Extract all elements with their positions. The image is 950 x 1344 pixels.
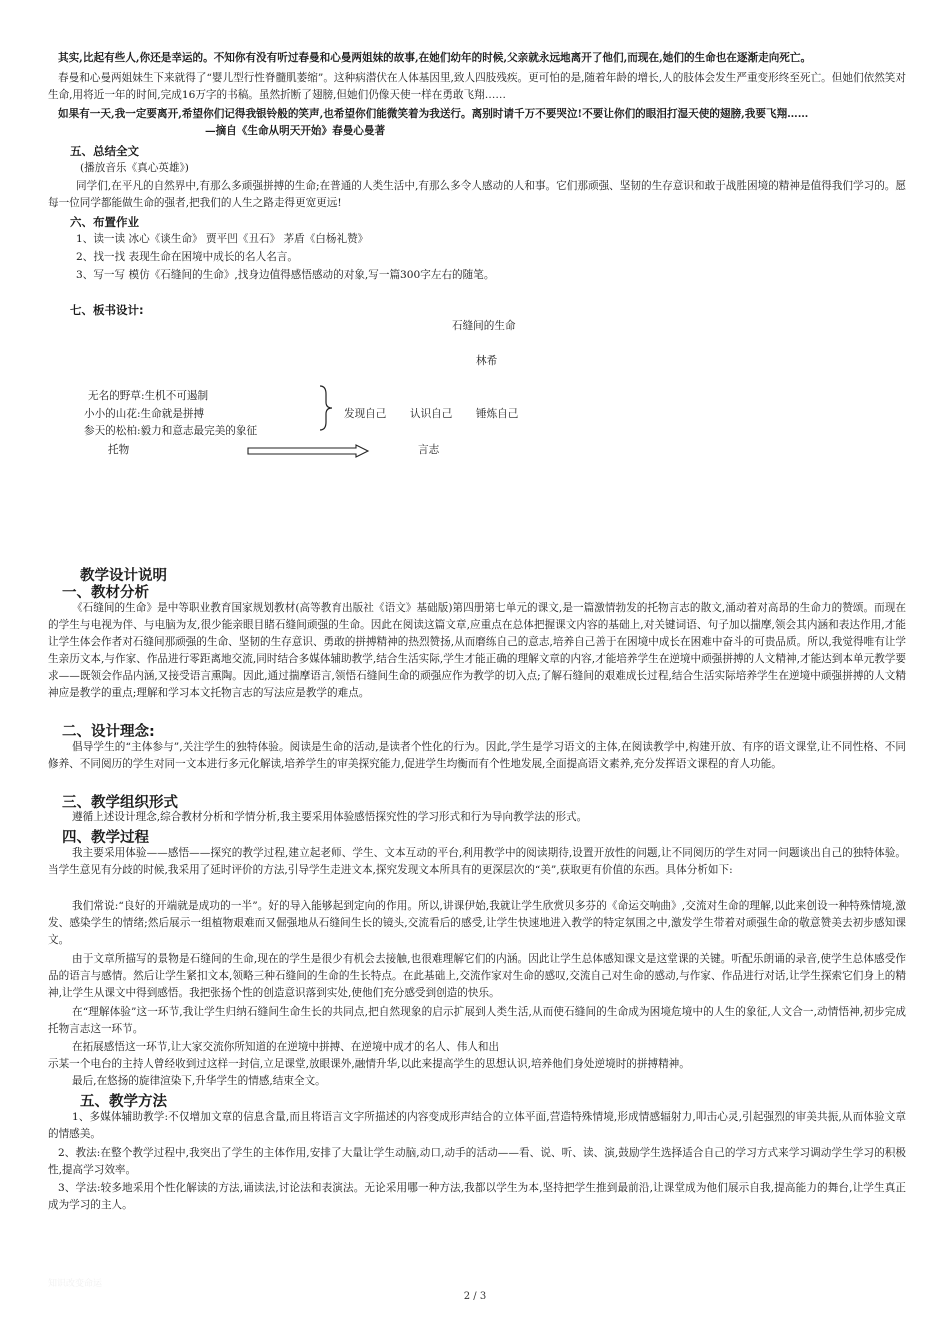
section-text-line: 示某一个电台的主持人曾经收到过这样一封信,立足课堂,放眼课外,融情升华,以此来提高学生的思想认识,培养他们身处逆境时的拼搏精神。 [48, 1058, 690, 1070]
story-paragraph-2: 春曼和心曼两姐妹生下来就得了“婴儿型行性脊髓肌萎缩”。这种病潜伏在人体基因里,致人四肢残疾。更可怕的是,随着年龄的增长,人的肢体会发生严重变形终至死亡。但她们依然笑对生命,用将近一年的时间,完成16万字的书稿。虽然折断了翅膀,但她们仍像天使一样在勇敢飞翔…… [48, 72, 906, 101]
page-number: 2 / 3 [463, 1291, 487, 1302]
board-left-bottom: 托物 [108, 444, 130, 456]
summary-heading: 五、总结全文 [70, 144, 139, 158]
brace-icon [316, 384, 336, 432]
section-heading: 一、教材分析 [62, 585, 149, 601]
section-heading: 五、教学方法 [80, 1094, 167, 1110]
board-author: 林希 [476, 355, 498, 367]
summary-music: (播放音乐《真心英雄》) [80, 162, 189, 174]
board-right-item: 认识自己 [410, 408, 453, 420]
section-heading: 四、教学过程 [62, 830, 149, 846]
section-text: 1、多媒体辅助教学:不仅增加文章的信息含量,而且将语言文字所描述的内容变成形声结合的立体平面,营造特殊情境,形成情感辐射力,叩击心灵,引起强烈的审美共振,从而体验文章的情感美。 [48, 1111, 906, 1140]
section-text-line: 最后,在悠扬的旋律渲染下,升华学生的情感,结束全文。 [72, 1075, 326, 1087]
arrow-icon [246, 444, 372, 458]
board-row: 参天的松柏:毅力和意志最完美的象征 [84, 425, 258, 437]
section-heading: 三、教学组织形式 [62, 795, 178, 811]
board-row: 小小的山花:生命就是拼搏 [84, 408, 205, 420]
story-paragraph-3: 如果有一天,我一定要离开,希望你们记得我银铃般的笑声,也希望你们能微笑着为我送行。离别时请千万不要哭泣!不要让你们的眼泪打湿天使的翅膀,我要飞翔…… [58, 108, 809, 120]
section-text: 3、学法:较多地采用个性化解读的方法,诵读法,讨论法和表演法。无论采用哪一种方法,我都以学生为本,坚持把学生推到最前沿,让课堂成为他们展示自我,提高能力的舞台,让学生真正成为学习的主人。 [48, 1182, 906, 1211]
section-text: 在“理解体验”这一环节,我让学生归纳石缝间生命生长的共同点,把自然现象的启示扩展到人类生活,从而使石缝间的生命成为困境危境中的人生的象征,人文合一,动情悟神,初步完成托物言志这一环节。 [48, 1006, 906, 1035]
section-heading: 二、设计理念: [62, 724, 155, 740]
story-paragraph-1: 其实,比起有些人,你还是幸运的。不知你有没有听过春曼和心曼两姐妹的故事,在她们幼年的时候,父亲就永远地离开了他们,而现在,她们的生命也在逐渐走向死亡。 [58, 52, 812, 64]
section-text: 《石缝间的生命》是中等职业教育国家规划教材(高等教育出版社《语文》基础版)第四册第七单元的课文,是一篇激情勃发的托物言志的散文,涌动着对高昂的生命力的赞颂。而现在的学生与电视为伴、与电脑为友,很少能亲眼目睹石缝间顽强的生命。因此在阅读这篇文章,应重点在总体把握课文内容的基础上,对关键词语、句子加以揣摩,领会其内涵和表达作用,才能让学生体会作者对石缝间那顽强的生命、坚韧的生存意识、勇敢的拼搏精神的热烈赞扬,从而磨练自己的意志,培养自己善于在困境中成长在困难中奋斗的可贵品质。所以,我觉得唯有让学生亲历文本,与作家、作品进行零距离地交流,同时结合多媒体辅助教学,结合生活实际,学生才能正确的理解文章的内容,才能培养学生在逆境中顽强拼搏的人文精神,才能达到本单元教学要求——既领会作品内涵,又接受语言熏陶。因此,通过揣摩语言,领悟石缝间生命的顽强应作为教学的切入点;了解石缝间的艰难成长过程,结合生活实际培养学生在逆境中顽强拼搏的人文精神应是教学的重点;理解和学习本文托物言志的写法应是教学的难点。 [48, 602, 906, 699]
section-text: 2、教法:在整个教学过程中,我突出了学生的主体作用,安排了大量让学生动脑,动口,动手的活动——看、说、听、读、演,鼓励学生选择适合自己的学习方式来学习调动学生学习的积极性,提高学习效率。 [48, 1147, 906, 1176]
section-text: 遵循上述设计理念,综合教材分析和学情分析,我主要采用体验感悟探究性的学习形式和行为导向教学法的形式。 [72, 811, 588, 823]
board-right-item: 锤炼自己 [476, 408, 519, 420]
homework-item: 1、读一读 冰心《谈生命》 贾平凹《丑石》 茅盾《白杨礼赞》 [76, 233, 369, 245]
board-heading: 七、板书设计: [70, 303, 144, 317]
section-text: 倡导学生的“主体参与”,关注学生的独特体验。阅读是生命的活动,是读者个性化的行为。因此,学生是学习语文的主体,在阅读教学中,构建开放、有序的语文课堂,让不同性格、不同修养、不同阅历的学生对同一文本进行多元化解读,培养学生的审美探究能力,促进学生均衡而有个性地发展,全面提高语文素养,充分发挥语文课程的育人功能。 [48, 741, 906, 770]
section-text: 我们常说:“良好的开端就是成功的一半”。好的导入能够起到定向的作用。所以,讲课伊始,我就让学生欣赏贝多芬的《命运交响曲》,交流对生命的理解,以此来创设一种特殊情境,激发、感染学生的情绪;然后展示一组植物艰难而又倔强地从石缝间生长的镜头,交流看后的感受,让学生快速地进入教学的特定氛围之中,激发学生带着对顽强生命的敬意赞美去初步感知课文。 [48, 900, 906, 946]
board-right-item: 发现自己 [344, 408, 387, 420]
board-row: 无名的野草:生机不可遏制 [88, 390, 209, 402]
design-title: 教学设计说明 [80, 568, 167, 584]
watermark: 知识改变命运 [48, 1279, 103, 1289]
story-source: —摘自《生命从明天开始》春曼心曼著 [205, 125, 386, 137]
section-text: 我主要采用体验——感悟——探究的教学过程,建立起老师、学生、文本互动的平台,利用教学中的阅读期待,设置开放性的问题,让不同阅历的学生对同一问题谈出自己的独特体验。当学生意见有分歧的时候,我采用了延时评价的方法,引导学生走进文本,探究发现文本所具有的更深层次的“美”,获取更有价值的东西。具体分析如下: [48, 847, 906, 876]
homework-item: 3、写一写 模仿《石缝间的生命》,找身边值得感悟感动的对象,写一篇300字左右的随笔。 [76, 269, 495, 281]
homework-heading: 六、布置作业 [70, 215, 139, 229]
board-title: 石缝间的生命 [452, 320, 516, 332]
homework-item: 2、找一找 表现生命在困境中成长的名人名言。 [76, 251, 298, 263]
summary-text: 同学们,在平凡的自然界中,有那么多顽强拼搏的生命;在普通的人类生活中,有那么多令人感动的人和事。它们那顽强、坚韧的生存意识和敢于战胜困境的精神是值得我们学习的。愿每一位同学都能做生命的强者,把我们的人生之路走得更宽更远! [48, 180, 906, 209]
section-text: 由于文章所描写的景物是石缝间的生命,现在的学生是很少有机会去接触,也很难理解它们的内涵。因此让学生总体感知课文是这堂课的关键。听配乐朗诵的录音,使学生总体感受作品的语言与感情。然后让学生紧扣文本,领略三种石缝间的生命的生长特点。在此基础上,交流作家对生命的感叹,交流自己对生命的感动,与作家、作品进行对话,让学生探索它们身上的精神,让学生从课文中得到感悟。我把张扬个性的创造意识落到实处,使他们充分感受到创造的快乐。 [48, 953, 906, 999]
board-right-bottom: 言志 [418, 444, 440, 456]
section-text-line: 在拓展感悟这一环节,让大家交流你所知道的在逆境中拼搏、在逆境中成才的名人、伟人和出 [72, 1041, 500, 1053]
